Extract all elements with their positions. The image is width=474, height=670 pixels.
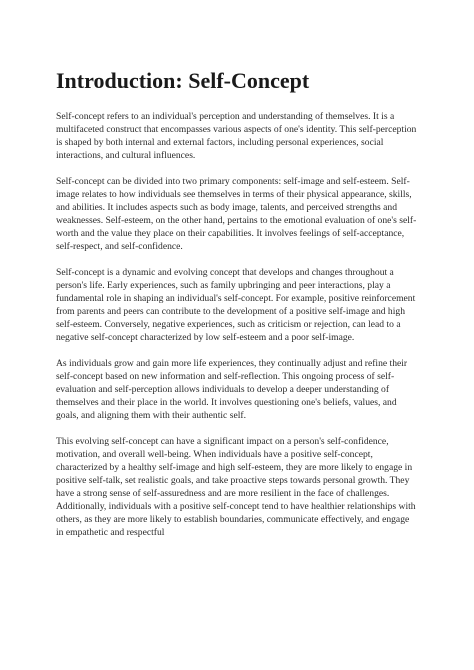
- page-title: Introduction: Self-Concept: [56, 68, 310, 93]
- paragraph-3: Self-concept is a dynamic and evolving concept that develops and changes throughout a person's life. Early experiences, such as family upbringing and peer interactions, play a fundamental role in shaping an individual's self-concept. For example, positive reinforcement from parents and peers can contribute to the development of a positive self-image and high self-esteem. Conversely, negative experiences, such as criticism or rejection, can lead to a negative self-concept characterized by low self-esteem and a poor self-image.: [56, 267, 416, 343]
- paragraph-5: This evolving self-concept can have a significant impact on a person's self-confidence, motivation, and overall well-being. When individuals have a positive self-concept, characterized by a healthy self-image and high self-esteem, they are more likely to engage in positive self-talk, set realistic goals, and take proactive steps towards personal growth. They have a strong sense of self-assuredness and are more resilient in the face of challenges. Additionally, individuals with a positive self-concept tend to have healthier relationships with others, as they are more likely to establish boundaries, communicate effectively, and engage in empathetic and respectful: [56, 436, 416, 538]
- paragraph-4: As individuals grow and gain more life experiences, they continually adjust and refine their self-concept based on new information and self-reflection. This ongoing process of self-evaluation and self-perception allows individuals to develop a deeper understanding of themselves and their place in the world. It involves questioning one's beliefs, values, and goals, and aligning them with their authentic self.: [56, 358, 408, 421]
- paragraph-1: Self-concept refers to an individual's perception and understanding of themselves. It is a multifaceted construct that encompasses various aspects of one's identity. This self-perception is shaped by both internal and external factors, including personal experiences, social interactions, and cultural influences.: [56, 111, 417, 161]
- paragraph-2: Self-concept can be divided into two primary components: self-image and self-esteem. Self-image relates to how individuals see themselves in terms of their physical appearance, skills, and abilities. It includes aspects such as body image, talents, and perceived strengths and weaknesses. Self-esteem, on the other hand, pertains to the emotional evaluation of one's self-worth and the value they place on their capabilities. It involves feelings of self-acceptance, self-respect, and self-confidence.: [56, 176, 417, 252]
- document-body: [56, 68, 418, 552]
